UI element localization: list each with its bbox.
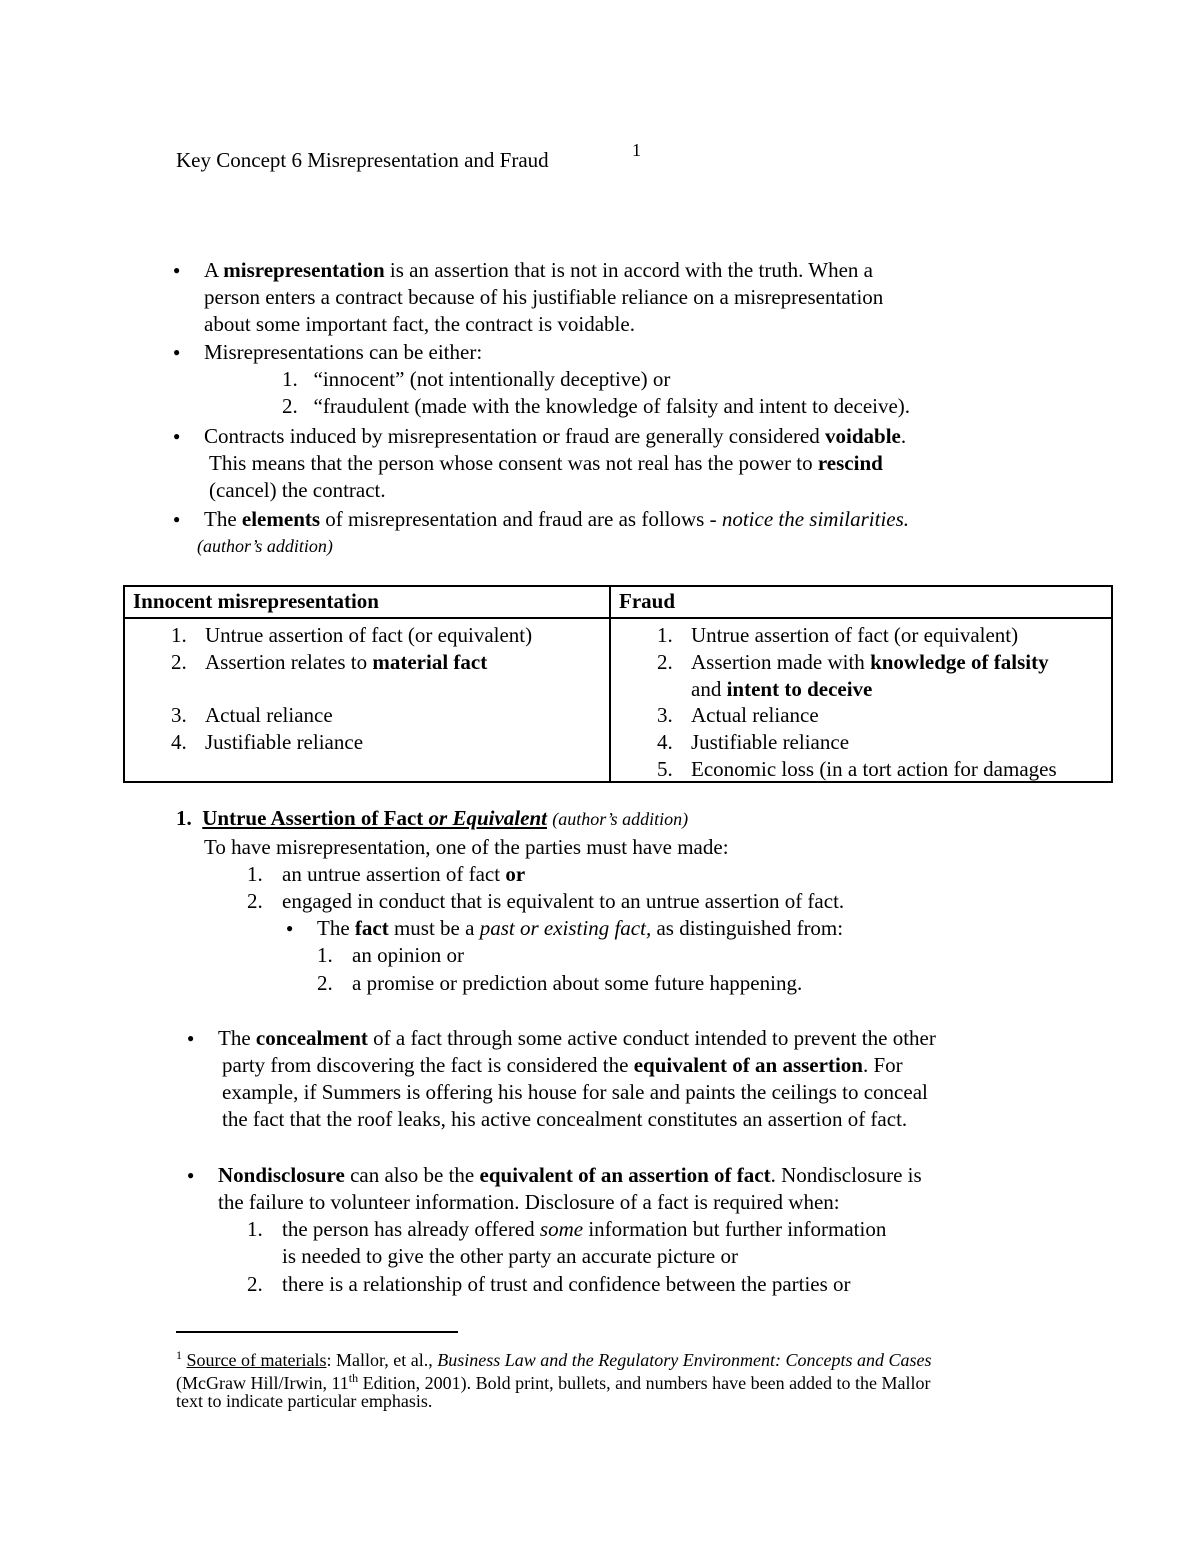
list-item-text: there is a relationship of trust and confidence between the parties or (282, 1272, 851, 1296)
fact-bullet: ● The fact must be a past or existing fact, as distinguished from: (317, 915, 843, 942)
page-title: Key Concept 6 Misrepresentation and Fraud (176, 148, 549, 172)
section-heading: 1. Untrue Assertion of Fact or Equivalent (author’s addition) (176, 806, 689, 830)
list-item: 2. (247, 1272, 263, 1296)
title-footnote-mark: 1 (632, 140, 641, 160)
table-item-text: Actual reliance (691, 703, 819, 727)
list-item: 2. “fraudulent (made with the knowledge of falsity and intent to deceive). (282, 394, 911, 418)
table-item: 2. (171, 650, 187, 674)
table-item-text: and intent to deceive (691, 677, 873, 701)
table-item-text: Untrue assertion of fact (or equivalent) (691, 623, 1019, 647)
nondisclosure-bullet: ● Nondisclosure can also be the equivalent of an assertion of fact. Nondisclosure is (218, 1162, 922, 1189)
footnote-separator (176, 1331, 458, 1333)
bullet-types: ● Misrepresentations can be either: (204, 339, 482, 366)
footnote-line2: (McGraw Hill/Irwin, 11th Edition, 2001). Bold print, bullets, and numbers have been added to the Mallor (176, 1371, 931, 1393)
list-item-text: is needed to give the other party an accurate picture or (282, 1244, 738, 1268)
list-item-text: an untrue assertion of fact or (282, 862, 526, 886)
footnote-line3: text to indicate particular emphasis. (176, 1391, 433, 1411)
concealment-line2: party from discovering the fact is considered the equivalent of an assertion. For (222, 1053, 903, 1077)
list-item: 1. “innocent” (not intentionally deceptive) or (282, 367, 671, 391)
table-item-text: Untrue assertion of fact (or equivalent) (205, 623, 533, 647)
bullet-misrepresentation: ● A misrepresentation is an assertion that is not in accord with the truth. When a (204, 257, 873, 284)
list-item-text: an opinion or (352, 943, 464, 967)
list-item-text: a promise or prediction about some future happening. (352, 971, 803, 995)
list-item: 2. (247, 889, 263, 913)
table-item: 2. (657, 650, 673, 674)
list-item: 2. (317, 971, 333, 995)
table-item: 3. (171, 703, 187, 727)
table-item: 1. (171, 623, 187, 647)
bullet-misrepresentation-line3: about some important fact, the contract is voidable. (204, 312, 635, 336)
table-item: 4. (171, 730, 187, 754)
list-item: 1. (247, 862, 263, 886)
list-item: 1. (317, 943, 333, 967)
list-item-text: engaged in conduct that is equivalent to an untrue assertion of fact. (282, 889, 845, 913)
nondisclosure-line2: the failure to volunteer information. Disclosure of a fact is required when: (218, 1190, 840, 1214)
section-intro: To have misrepresentation, one of the parties must have made: (204, 835, 729, 859)
table-item-text: Assertion relates to material fact (205, 650, 488, 674)
table-header-fraud: Fraud (610, 586, 1112, 618)
bullet-misrepresentation-line2: person enters a contract because of his justifiable reliance on a misrepresentation (204, 285, 884, 309)
table-item-text: Justifiable reliance (691, 730, 850, 754)
table-item-text: Economic loss (in a tort action for damages (691, 757, 1057, 781)
list-item-text: the person has already offered some information but further information (282, 1217, 887, 1241)
table-item: 1. (657, 623, 673, 647)
table-item-text: Assertion made with knowledge of falsity (691, 650, 1049, 674)
concealment-bullet: ● The concealment of a fact through some active conduct intended to prevent the other (218, 1025, 936, 1052)
elements-table (123, 585, 1113, 783)
concealment-line4: the fact that the roof leaks, his active concealment constitutes an assertion of fact. (222, 1107, 908, 1131)
table-item-text: Actual reliance (205, 703, 333, 727)
footnote: $^1$ Source of materials: Mallor, et al., Business Law and the Regulatory Environment: Concepts and Cases (176, 1348, 932, 1370)
table-item: 3. (657, 703, 673, 727)
table-item: 5. (657, 757, 673, 781)
bullet-elements: ● The elements of misrepresentation and fraud are as follows - notice the similarities. (204, 506, 909, 533)
table-header-innocent: Innocent misrepresentation (124, 586, 610, 618)
bullet-voidable: ● Contracts induced by misrepresentation or fraud are generally considered voidable. (204, 423, 906, 450)
fraud-elements-cell (610, 618, 1112, 782)
bullet-voidable-line2: This means that the person whose consent was not real has the power to rescind (209, 451, 883, 475)
concealment-line3: example, if Summers is offering his house for sale and paints the ceilings to conceal (222, 1080, 928, 1104)
author-note: (author’s addition) (197, 536, 333, 556)
table-item: 4. (657, 730, 673, 754)
bullet-voidable-line3: (cancel) the contract. (209, 478, 386, 502)
list-item: 1. (247, 1217, 263, 1241)
innocent-elements-cell (124, 618, 610, 782)
table-item-text: Justifiable reliance (205, 730, 364, 754)
